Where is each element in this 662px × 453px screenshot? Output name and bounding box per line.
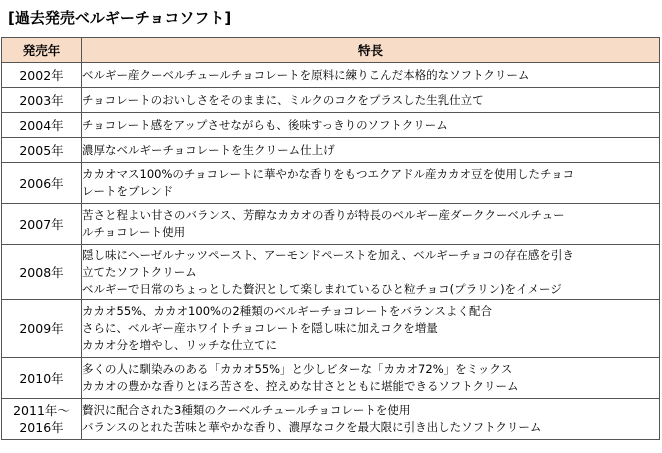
release-year-text: 2006年 — [19, 175, 64, 191]
feature-cell — [82, 245, 660, 300]
feature-text-line: さらに、ベルギー産ホワイトチョコレートを隠し味に加えコクを増量 — [82, 321, 438, 335]
feature-text-line: カカオ分を増やし、リッチな仕立てに — [82, 338, 278, 352]
feature-text-line: 苦さと程よい甘さのバランス、芳醇なカカオの香りが特長のベルギー産ダーククーベルチュー — [82, 208, 565, 222]
feature-text-line: レートをブレンド — [82, 184, 174, 198]
release-year-text: 2009年 — [19, 321, 64, 336]
table-row — [2, 399, 660, 440]
feature-text-line: 立てたソフトクリーム — [82, 264, 197, 279]
table-row — [2, 163, 660, 204]
feature-text-line: チョコレート感をアップさせながらも、後味すっきりのソフトクリーム — [82, 117, 448, 132]
release-year-cell — [2, 300, 82, 358]
release-year-text: 2004年 — [19, 117, 64, 133]
table-header-row — [2, 38, 660, 63]
feature-text-line: カカオマス100%のチョコレートに華やかな香りをもつエクアドル産カカオ豆を使用したチョコ — [82, 167, 575, 181]
feature-cell — [82, 358, 660, 399]
table-row — [2, 300, 660, 358]
release-year-text: 2008年 — [19, 264, 64, 280]
feature-text-line: 隠し味にヘーゼルナッツペースト、アーモンドペーストを加え、ベルギーチョコの存在感を引き — [82, 247, 574, 262]
release-year-cell — [2, 399, 82, 440]
feature-cell — [82, 204, 660, 245]
release-year-cell — [2, 88, 82, 113]
table-row — [2, 245, 660, 300]
feature-cell — [82, 399, 660, 440]
table-row — [2, 204, 660, 245]
feature-text-line: ルチョコレート使用 — [82, 225, 186, 239]
feature-cell — [82, 88, 660, 113]
feature-cell — [82, 163, 660, 204]
release-year-cell — [2, 163, 82, 204]
feature-cell — [82, 300, 660, 358]
release-year-cell — [2, 204, 82, 245]
feature-cell — [82, 113, 660, 138]
feature-text-line: カカオの豊かな香りとほろ苦さを、控えめな甘さとともに堪能できるソフトクリーム — [82, 379, 519, 393]
release-year-text: 2011年〜 — [13, 403, 70, 418]
table-body — [2, 63, 660, 440]
table-row — [2, 113, 660, 138]
table-row — [2, 138, 660, 163]
release-year-cell — [2, 113, 82, 138]
feature-text-line: バランスのとれた苦味と華やかな香り、濃厚なコクを最大限に引き出したソフトクリーム — [82, 420, 542, 434]
release-year-text: 2007年 — [19, 216, 64, 232]
release-year-text: 2003年 — [19, 92, 64, 108]
release-year-cell — [2, 358, 82, 399]
release-year-text: 2002年 — [19, 67, 64, 83]
table-row — [2, 358, 660, 399]
release-year-cell — [2, 245, 82, 300]
release-year-cell — [2, 138, 82, 163]
table-row — [2, 88, 660, 113]
page-title: [過去発売ベルギーチョコソフト] — [8, 9, 232, 27]
feature-cell — [82, 138, 660, 163]
release-year-cell — [2, 63, 82, 88]
feature-text-line: ベルギーで日常のちょっとした贅沢として楽しまれているひと粒チョコ(プラリン)をイメージ — [82, 281, 562, 296]
release-year-text: 2005年 — [19, 142, 64, 158]
feature-text-line: ベルギー産クーベルチュールチョコレートを原料に練りこんだ本格的なソフトクリーム — [82, 67, 530, 82]
header-year: 発売年 — [2, 38, 82, 63]
feature-text-line: カカオ55%、カカオ100%の2種類のベルギーチョコレートをバランスよく配合 — [82, 304, 493, 318]
feature-cell — [82, 63, 660, 88]
feature-text-line: 贅沢に配合された3種類のクーベルチュールチョコレートを使用 — [82, 403, 411, 417]
release-year-text: 2010年 — [19, 370, 64, 386]
release-history-table — [1, 37, 660, 440]
feature-text-line: チョコレートのおいしさをそのままに、ミルクのコクをプラスした生乳仕立て — [82, 92, 484, 107]
feature-text-line: 濃厚なベルギーチョコレートを生クリーム仕上げ — [82, 142, 335, 157]
table-row — [2, 63, 660, 88]
feature-text-line: 多くの人に馴染みのある「カカオ55%」と少しビターな「カカオ72%」をミックス — [82, 362, 513, 376]
release-year-text: 2016年 — [19, 420, 64, 435]
header-feature: 特長 — [82, 38, 660, 63]
